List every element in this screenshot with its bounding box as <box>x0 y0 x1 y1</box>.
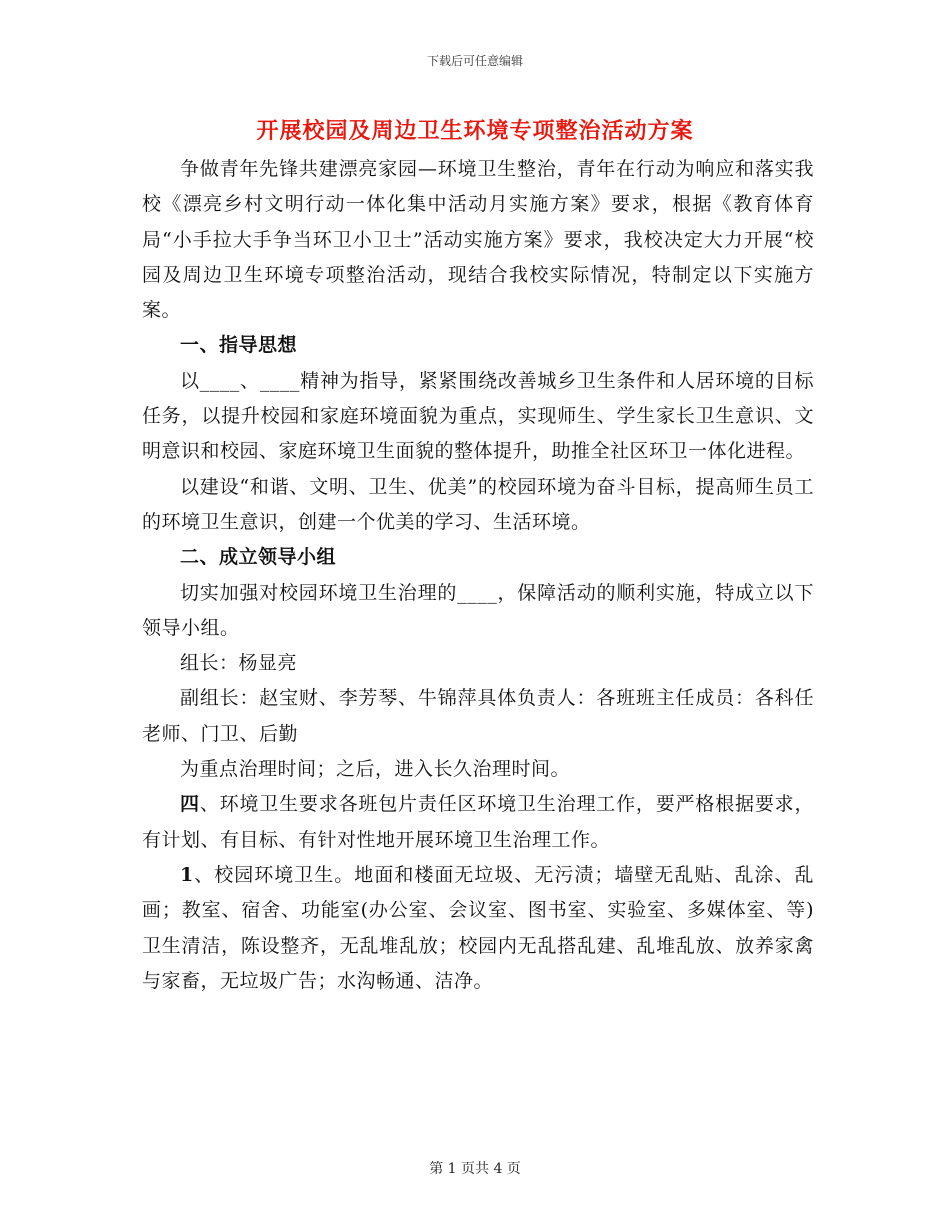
vice-leader-line: 副组长：赵宝财、李芳琴、牛锦萍具体负责人：各班班主任成员：各科任老师、门卫、后勤 <box>142 687 814 745</box>
section-four-number: 四 <box>180 793 200 816</box>
section-four-text: 、环境卫生要求各班包片责任区环境卫生治理工作，要严格根据要求，有计划、有目标、有针对性地开展环境卫生治理工作。 <box>142 793 814 851</box>
item-1-paragraph <box>142 858 814 999</box>
page-footer: 第 1 页共 4 页 <box>429 1161 521 1177</box>
group-leader-line: 组长：杨显亮 <box>180 652 298 675</box>
document-title: 开展校园及周边卫生环境专项整治活动方案 <box>256 118 694 144</box>
page-header: 下载后可任意编辑 <box>426 54 523 68</box>
document-body <box>142 152 814 999</box>
guiding-ideology-paragraph-1: 以____、____精神为指导，紧紧围绕改善城乡卫生条件和人居环境的目标任务，以提升校园和家庭环境面貌为重点，实现师生、学生家长卫生意识、文明意识和校园、家庭环境卫生面貌的整体提升，助推全社区环卫一体化进程。 <box>142 369 814 463</box>
item-1-number: 1 <box>180 863 194 886</box>
section-heading-leadership-group: 二、成立领导小组 <box>180 546 337 569</box>
section-heading-guiding-ideology: 一、指导思想 <box>180 334 298 357</box>
intro-paragraph: 争做青年先锋共建漂亮家园—环境卫生整治，青年在行动为响应和落实我校《漂亮乡村文明行动一体化集中活动月实施方案》要求，根据《教育体育局“小手拉大手争当环卫小卫士”活动实施方案》要求，我校决定大力开展“校园及周边卫生环境专项整治活动，现结合我校实际情况，特制定以下实施方案。 <box>142 158 814 322</box>
section-four-paragraph <box>142 787 814 858</box>
governance-time-line: 为重点治理时间；之后，进入长久治理时间。 <box>180 758 571 781</box>
guiding-ideology-paragraph-2: 以建设“和谐、文明、卫生、优美”的校园环境为奋斗目标，提高师生员工的环境卫生意识，创建一个优美的学习、生活环境。 <box>142 475 814 533</box>
leadership-group-paragraph: 切实加强对校园环境卫生治理的____，保障活动的顺利实施，特成立以下领导小组。 <box>142 581 814 639</box>
item-1-text: 、校园环境卫生。地面和楼面无垃圾、无污渍；墙壁无乱贴、乱涂、乱画；教室、宿舍、功能室(办公室、会议室、图书室、实验室、多媒体室、等)卫生清洁，陈设整齐，无乱堆乱放；校园内无乱搭乱建、乱堆乱放、放养家禽与家畜，无垃圾广告；水沟畅通、洁净。 <box>142 863 814 992</box>
